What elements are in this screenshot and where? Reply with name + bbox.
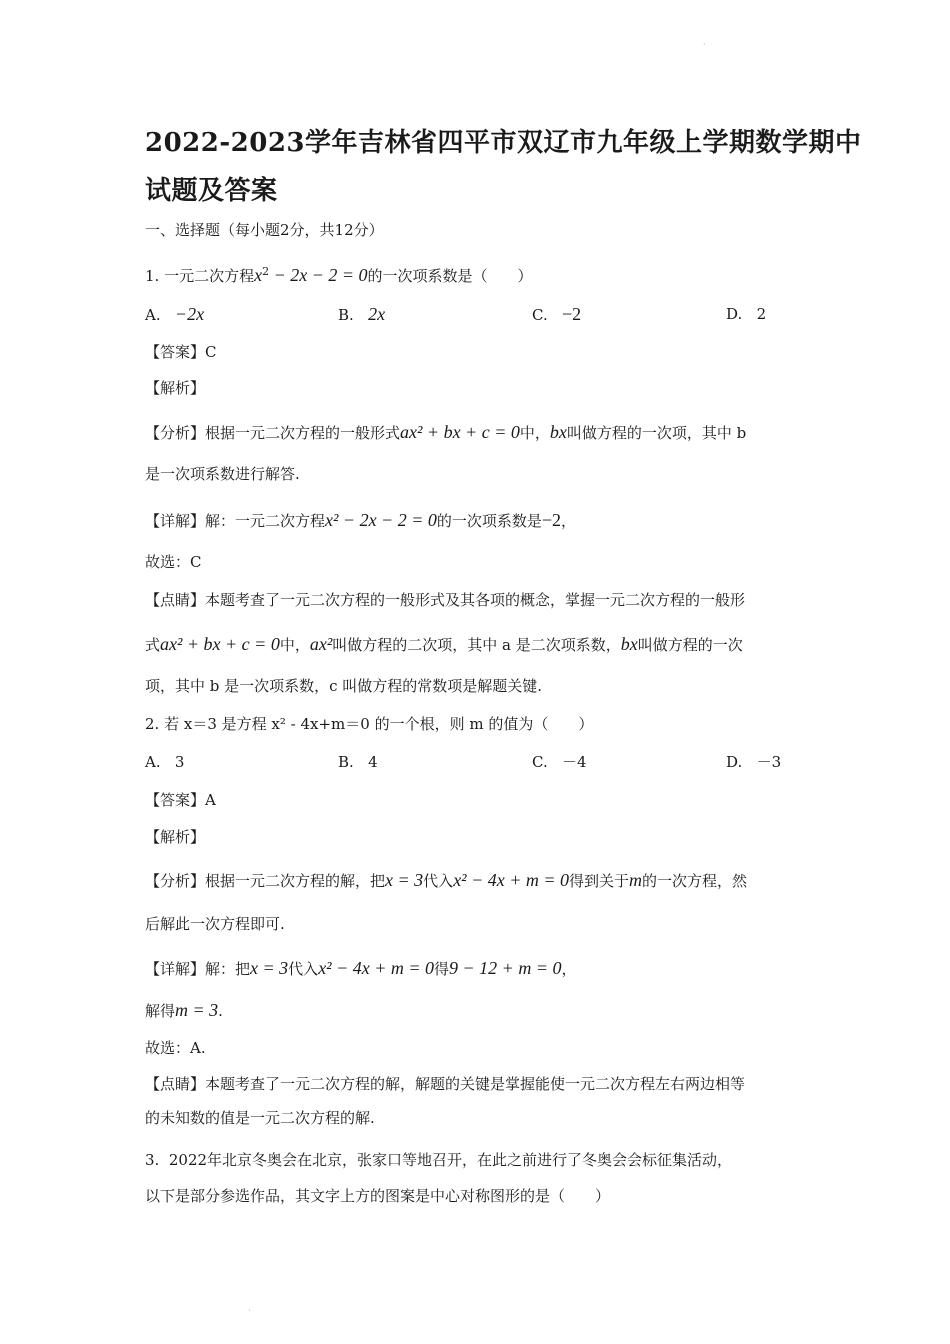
answer-tag: 【答案】	[145, 343, 206, 361]
question-text: 若 x＝3 是方程 x² - 4x+m＝0 的一个根，则 m 的值为（ ）	[164, 715, 594, 733]
question-number: 2.	[145, 715, 160, 733]
equation-exponent: 2	[262, 265, 270, 278]
q2-dianjing: 【点睛】本题考查了一元二次方程的解，解题的关键是掌握能使一元二次方程左右两边相等	[145, 1075, 746, 1093]
q2-jiede: 解得m = 3.	[145, 1000, 223, 1020]
q2-fenxi: 【分析】根据一元二次方程的解，把x = 3代入x² − 4x + m = 0得到关于m的一次方程，然	[145, 870, 748, 890]
formula: x² − 4x + m = 0	[318, 958, 435, 978]
question-3-line2: 以下是部分参选作品，其文字上方的图案是中心对称图形的是（ ）	[145, 1187, 611, 1205]
document-title-line1: 2022-2023学年吉林省四平市双辽市九年级上学期数学期中	[145, 128, 862, 158]
answer-tag: 【答案】	[145, 791, 206, 809]
q2-fenxi-line2: 后解此一次方程即可.	[145, 915, 285, 933]
q1-dianjing-line2: 式ax² + bx + c = 0中，ax²叫做方程的二次项，其中 a 是二次项系数，bx叫做方程的一次	[145, 634, 743, 654]
q1-xiangjie: 【详解】解：一元二次方程x² − 2x − 2 = 0的一次项系数是−2，	[145, 510, 577, 530]
q1-dianjing: 【点睛】本题考查了一元二次方程的一般形式及其各项的概念，掌握一元二次方程的一般形	[145, 591, 746, 609]
q1-fenxi-line2: 是一次项系数进行解答.	[145, 465, 300, 483]
equation-rest: − 2x − 2 = 0	[269, 265, 368, 285]
formula: x² − 4x + m = 0	[453, 870, 570, 890]
decorative-dot: ·	[248, 1306, 251, 1315]
q1-fenxi: 【分析】根据一元二次方程的一般形式ax² + bx + c = 0中，bx叫做方程的一次项，其中 b	[145, 422, 747, 442]
q2-dianjing-line2: 的未知数的值是一元二次方程的解.	[145, 1109, 375, 1127]
question-1	[145, 262, 533, 286]
q1-answer	[145, 342, 217, 362]
question-3	[145, 1150, 732, 1170]
q2-answer	[145, 790, 216, 810]
question-number: 1.	[145, 267, 160, 285]
section-heading: 一、选择题（每小题2分，共12分）	[145, 221, 384, 239]
option-a: A. 3	[145, 753, 185, 771]
option-d: D. －3	[726, 753, 782, 771]
option-c: C. －4	[532, 753, 587, 771]
option-d: D. 2	[726, 305, 767, 323]
q1-guxuan: 故选：C	[145, 553, 202, 571]
formula: ax²	[309, 634, 333, 654]
document-title-line2: 试题及答案	[145, 176, 278, 206]
formula: m = 3	[175, 1000, 219, 1020]
answer-value: A	[205, 791, 216, 809]
question-text-post: 的一次项系数是（ ）	[367, 267, 533, 285]
question-number: 3.	[145, 1151, 160, 1169]
option-b: B. 2x	[338, 304, 386, 324]
q2-analysis-tag: 【解析】	[145, 828, 206, 846]
equation-var: x	[254, 265, 263, 285]
formula: x = 3	[385, 870, 424, 890]
option-c: C. −2	[532, 304, 582, 324]
formula: x² − 2x − 2 = 0	[325, 510, 437, 530]
q1-dianjing-line3: 项，其中 b 是一次项系数，c 叫做方程的常数项是解题关键.	[145, 677, 543, 695]
option-b: B. 4	[338, 753, 378, 771]
decorative-dot: ·	[703, 40, 706, 49]
formula: ax² + bx + c = 0	[400, 422, 520, 442]
answer-value: C	[205, 343, 217, 361]
q2-xiangjie: 【详解】解：把x = 3代入x² − 4x + m = 0得9 − 12 + m = 0，	[145, 958, 577, 978]
formula: 9 − 12 + m = 0	[449, 958, 562, 978]
formula: −2	[541, 510, 562, 530]
formula: ax² + bx + c = 0	[160, 634, 280, 654]
question-text-pre: 一元二次方程	[164, 267, 255, 285]
formula: bx	[620, 634, 638, 654]
q1-analysis-tag: 【解析】	[145, 379, 206, 397]
formula: bx	[549, 422, 567, 442]
option-a: A. −2x	[145, 304, 205, 324]
q2-guxuan: 故选：A.	[145, 1039, 206, 1057]
formula: m	[629, 870, 643, 890]
question-2	[145, 714, 593, 734]
formula: x = 3	[250, 958, 289, 978]
question-text: 2022年北京冬奥会在北京，张家口等地召开，在此之前进行了冬奥会会标征集活动，	[168, 1151, 733, 1169]
